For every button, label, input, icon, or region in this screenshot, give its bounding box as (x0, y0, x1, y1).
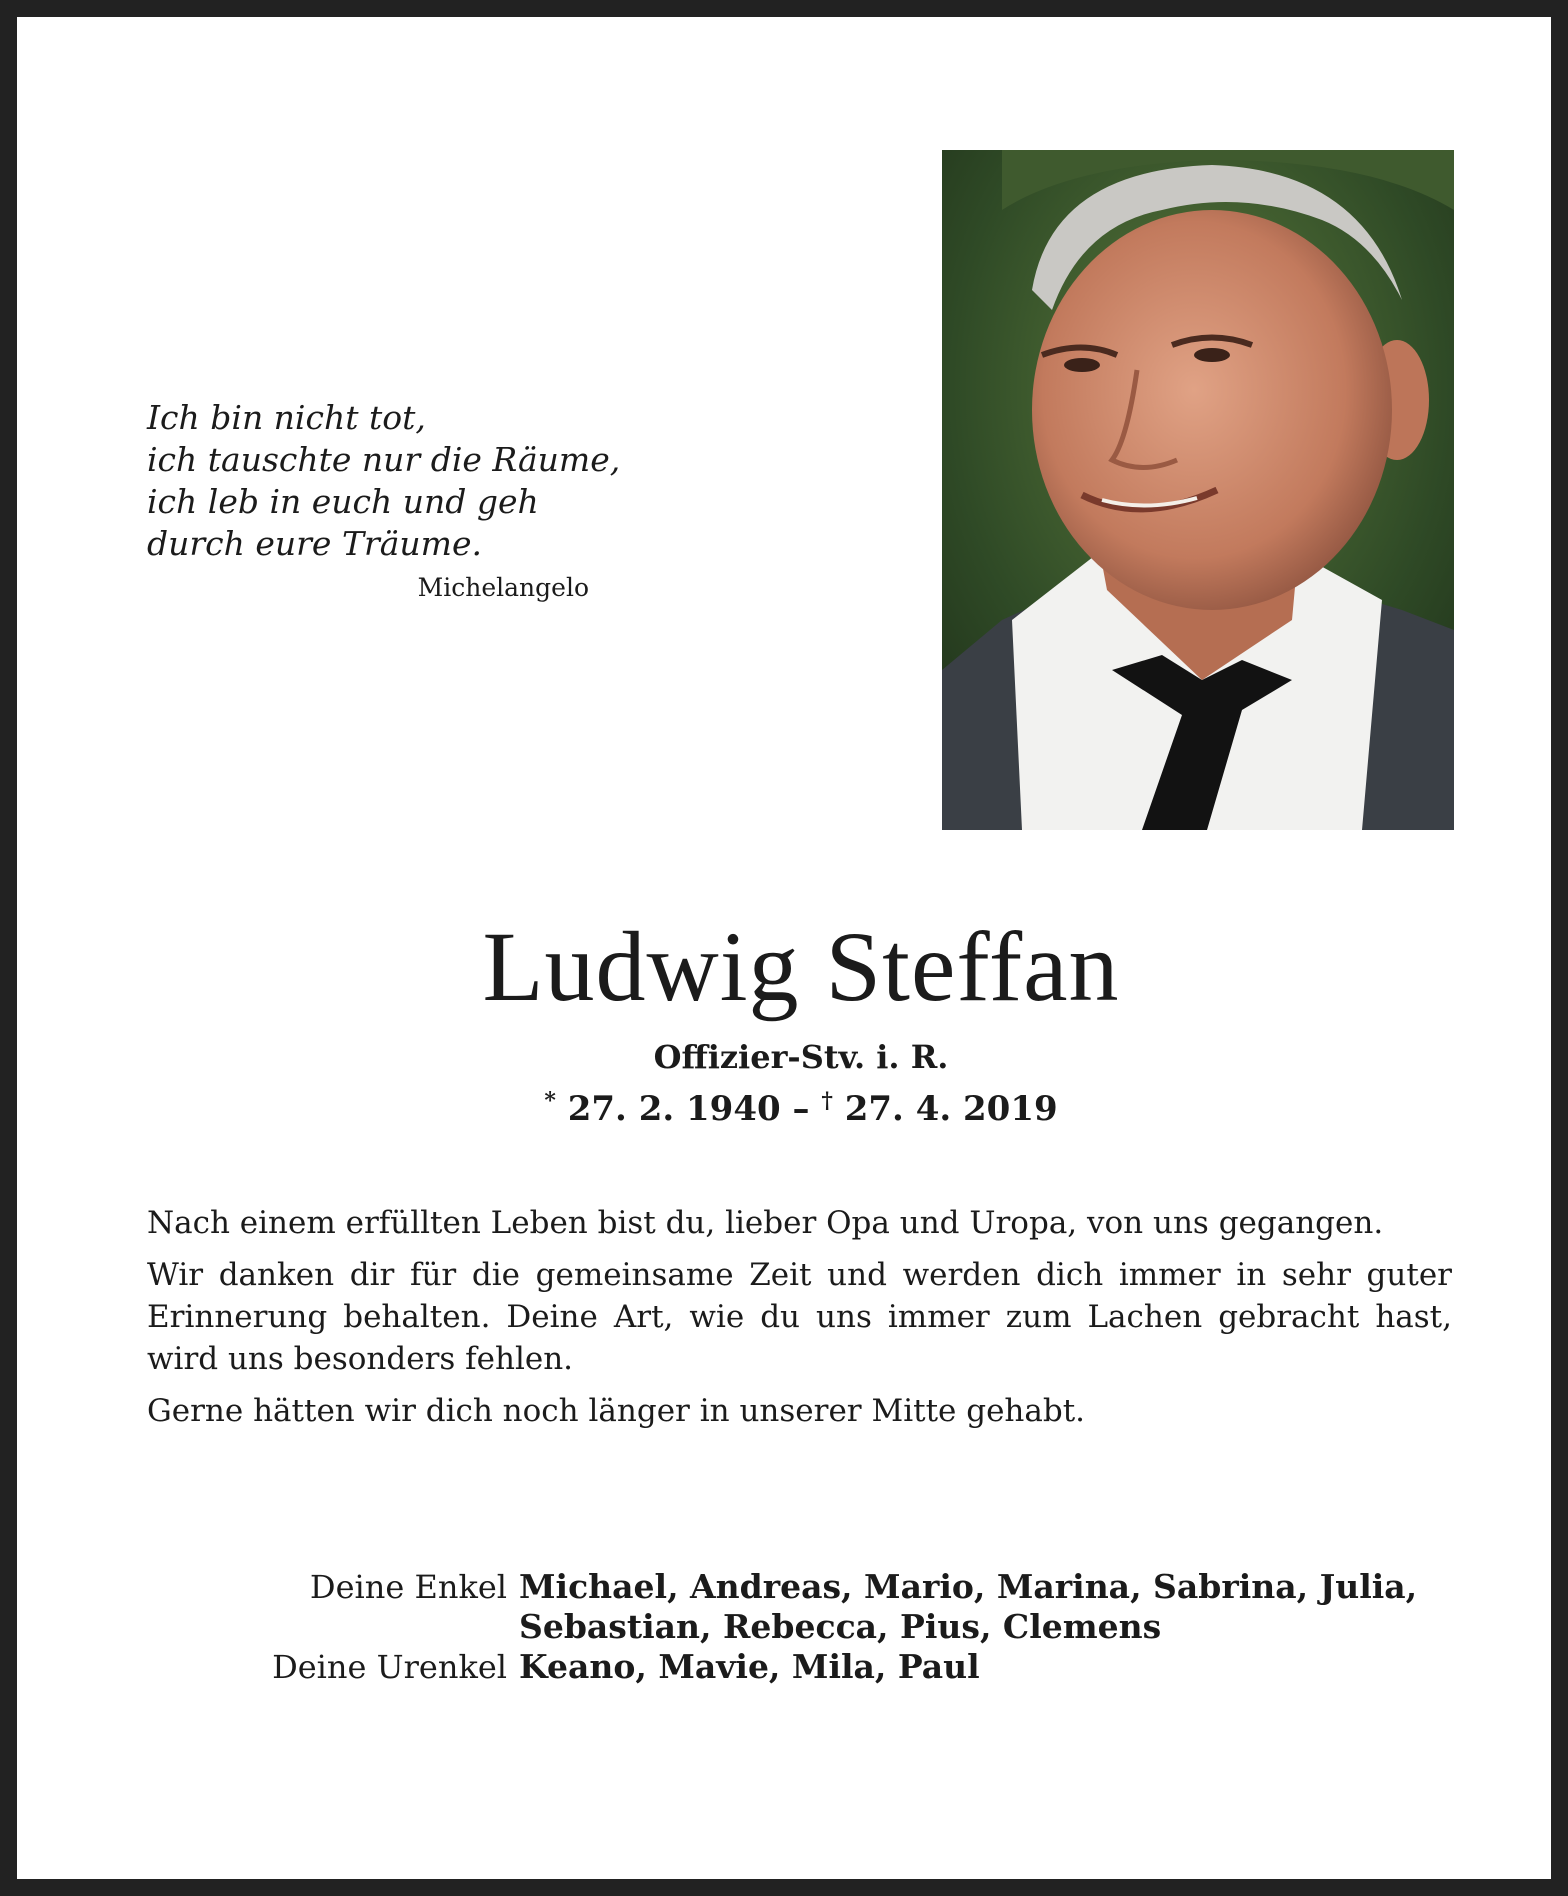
message-paragraph: Nach einem erfüllten Leben bist du, lieber Opa und Uropa, von uns gegangen. (147, 1205, 1384, 1241)
quote-line: durch eure Träume. (147, 524, 482, 563)
birth-symbol: * (544, 1088, 556, 1114)
great-grandchildren-names (519, 1647, 1457, 1687)
great-grandchildren-label: Deine Urenkel (272, 1648, 507, 1686)
quote-block (147, 397, 621, 602)
quote-line: ich tauschte nur die Räume, (147, 440, 621, 479)
quote-line: ich leb in euch und geh (147, 482, 539, 521)
grandchildren-line: Michael, Andreas, Mario, Marina, Sabrina, Julia, (519, 1567, 1418, 1606)
date-separator: – (780, 1089, 822, 1129)
grandchildren-names (519, 1567, 1457, 1647)
deceased-title: Offizier-Stv. i. R. (653, 1038, 949, 1076)
portrait-photo (942, 150, 1454, 830)
death-symbol: † (821, 1088, 833, 1114)
life-dates (17, 1080, 1568, 1130)
deceased-name: Ludwig Steffan (482, 911, 1120, 1022)
grandchildren-label: Deine Enkel (309, 1568, 507, 1606)
death-date: 27. 4. 2019 (844, 1089, 1058, 1129)
family-list (147, 1567, 1457, 1687)
grandchildren-row (147, 1567, 1457, 1647)
birth-date: 27. 2. 1940 (567, 1089, 781, 1129)
great-grandchildren-line: Keano, Mavie, Mila, Paul (519, 1647, 980, 1686)
message-paragraph: Gerne hätten wir dich noch länger in unserer Mitte gehabt. (147, 1393, 1086, 1429)
great-grandchildren-row (147, 1647, 1457, 1687)
quote-line: Ich bin nicht tot, (147, 398, 426, 437)
message-paragraph: Wir danken dir für die gemeinsame Zeit und werden dich immer in sehr guter Erinnerung behalten. Deine Art, wie du uns immer zum Lachen gebracht hast, wird uns besonders fehlen. (147, 1257, 1452, 1377)
obituary-message (147, 1202, 1452, 1442)
quote-author: Michelangelo (417, 573, 589, 602)
grandchildren-line: Sebastian, Rebecca, Pius, Clemens (519, 1607, 1162, 1646)
